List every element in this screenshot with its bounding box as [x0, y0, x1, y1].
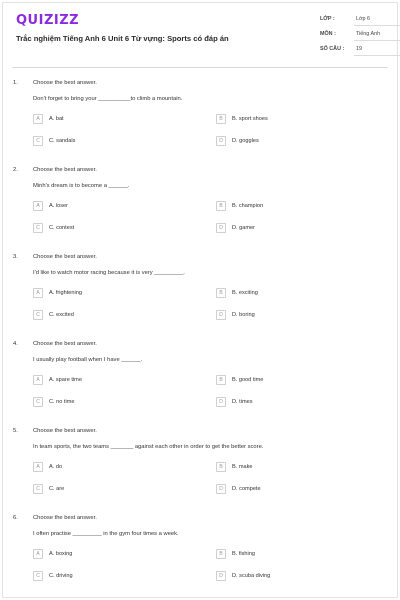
option-letter: B — [216, 462, 226, 472]
question-instruction: Choose the best answer. — [33, 515, 97, 521]
meta-subject-value: Tiếng Anh — [356, 31, 381, 37]
question-text: Minh's dream is to become a ______. — [33, 183, 130, 189]
option-text: B. exciting — [232, 289, 258, 296]
option-text: A. do — [49, 463, 63, 470]
meta-count-value: 19 — [356, 46, 362, 52]
option-letter: A — [33, 201, 43, 211]
option-text: B. fishing — [232, 550, 256, 557]
option-letter: D — [216, 571, 226, 581]
question-1 — [0, 80, 400, 166]
option-text: B. sport shoes — [232, 115, 268, 122]
option-letter: A — [33, 462, 43, 472]
header-divider — [12, 67, 388, 68]
question-2 — [0, 167, 400, 253]
option-text: D. goggles — [232, 137, 259, 144]
option-text: A. loser — [49, 202, 68, 209]
option-letter: D — [216, 223, 226, 233]
option-text: C. are — [49, 485, 65, 492]
option-letter: A — [33, 375, 43, 385]
option-text: D. times — [232, 398, 253, 405]
meta-subject-label: MÔN : — [320, 31, 336, 37]
meta-divider — [354, 40, 400, 41]
option-letter: B — [216, 288, 226, 298]
question-text: I usually play football when I have ______. — [33, 357, 143, 363]
question-instruction: Choose the best answer. — [33, 80, 97, 86]
option-text: C. no time — [49, 398, 75, 405]
option-text: A. frightening — [49, 289, 82, 296]
option-letter: C — [33, 310, 43, 320]
option-text: B. good time — [232, 376, 264, 383]
option-letter: C — [33, 484, 43, 494]
option-letter: A — [33, 288, 43, 298]
meta-count-label: SỐ CÂU : — [320, 46, 345, 52]
option-text: B. champion — [232, 202, 264, 209]
meta-divider — [354, 55, 400, 56]
option-letter: D — [216, 136, 226, 146]
question-instruction: Choose the best answer. — [33, 428, 97, 434]
question-3 — [0, 254, 400, 340]
option-text: A. boxing — [49, 550, 73, 557]
question-text: Don't forget to bring your __________to climb a mountain. — [33, 96, 183, 102]
question-instruction: Choose the best answer. — [33, 167, 97, 173]
question-6 — [0, 515, 400, 600]
meta-divider — [354, 25, 400, 26]
question-5 — [0, 428, 400, 514]
option-letter: B — [216, 201, 226, 211]
question-instruction: Choose the best answer. — [33, 254, 97, 260]
option-letter: B — [216, 114, 226, 124]
question-text: I often practise _________ in the gym four times a week. — [33, 531, 179, 537]
option-letter: A — [33, 114, 43, 124]
option-text: D. scuba diving — [232, 572, 271, 579]
option-letter: C — [33, 397, 43, 407]
question-number: 5. — [13, 428, 18, 434]
option-letter: A — [33, 549, 43, 559]
option-text: A. spare time — [49, 376, 82, 383]
quizizz-logo: QUIZIZZ — [16, 13, 80, 28]
meta-class-value: Lớp 6 — [356, 16, 371, 22]
option-text: C. excited — [49, 311, 74, 318]
question-number: 2. — [13, 167, 18, 173]
option-text: D. compete — [232, 485, 261, 492]
question-number: 3. — [13, 254, 18, 260]
option-letter: B — [216, 549, 226, 559]
option-letter: B — [216, 375, 226, 385]
question-4 — [0, 341, 400, 427]
option-letter: C — [33, 223, 43, 233]
option-letter: C — [33, 136, 43, 146]
option-letter: D — [216, 484, 226, 494]
option-text: D. boring — [232, 311, 255, 318]
option-text: D. gamer — [232, 224, 256, 231]
option-letter: D — [216, 397, 226, 407]
question-number: 4. — [13, 341, 18, 347]
option-text: C. sandals — [49, 137, 76, 144]
question-text: In team sports, the two teams _______ against each other in order to get the better score. — [33, 444, 264, 450]
question-instruction: Choose the best answer. — [33, 341, 97, 347]
question-number: 6. — [13, 515, 18, 521]
option-text: C. contest — [49, 224, 75, 231]
option-text: B. make — [232, 463, 253, 470]
meta-class-label: LỚP : — [320, 16, 335, 22]
question-number: 1. — [13, 80, 18, 86]
option-letter: C — [33, 571, 43, 581]
option-letter: D — [216, 310, 226, 320]
question-text: I'd like to watch motor racing because it is very _________. — [33, 270, 185, 276]
option-text: C. driving — [49, 572, 73, 579]
page-title: Trắc nghiệm Tiếng Anh 6 Unit 6 Từ vựng: Sports có đáp án — [16, 34, 229, 43]
option-text: A. bat — [49, 115, 64, 122]
